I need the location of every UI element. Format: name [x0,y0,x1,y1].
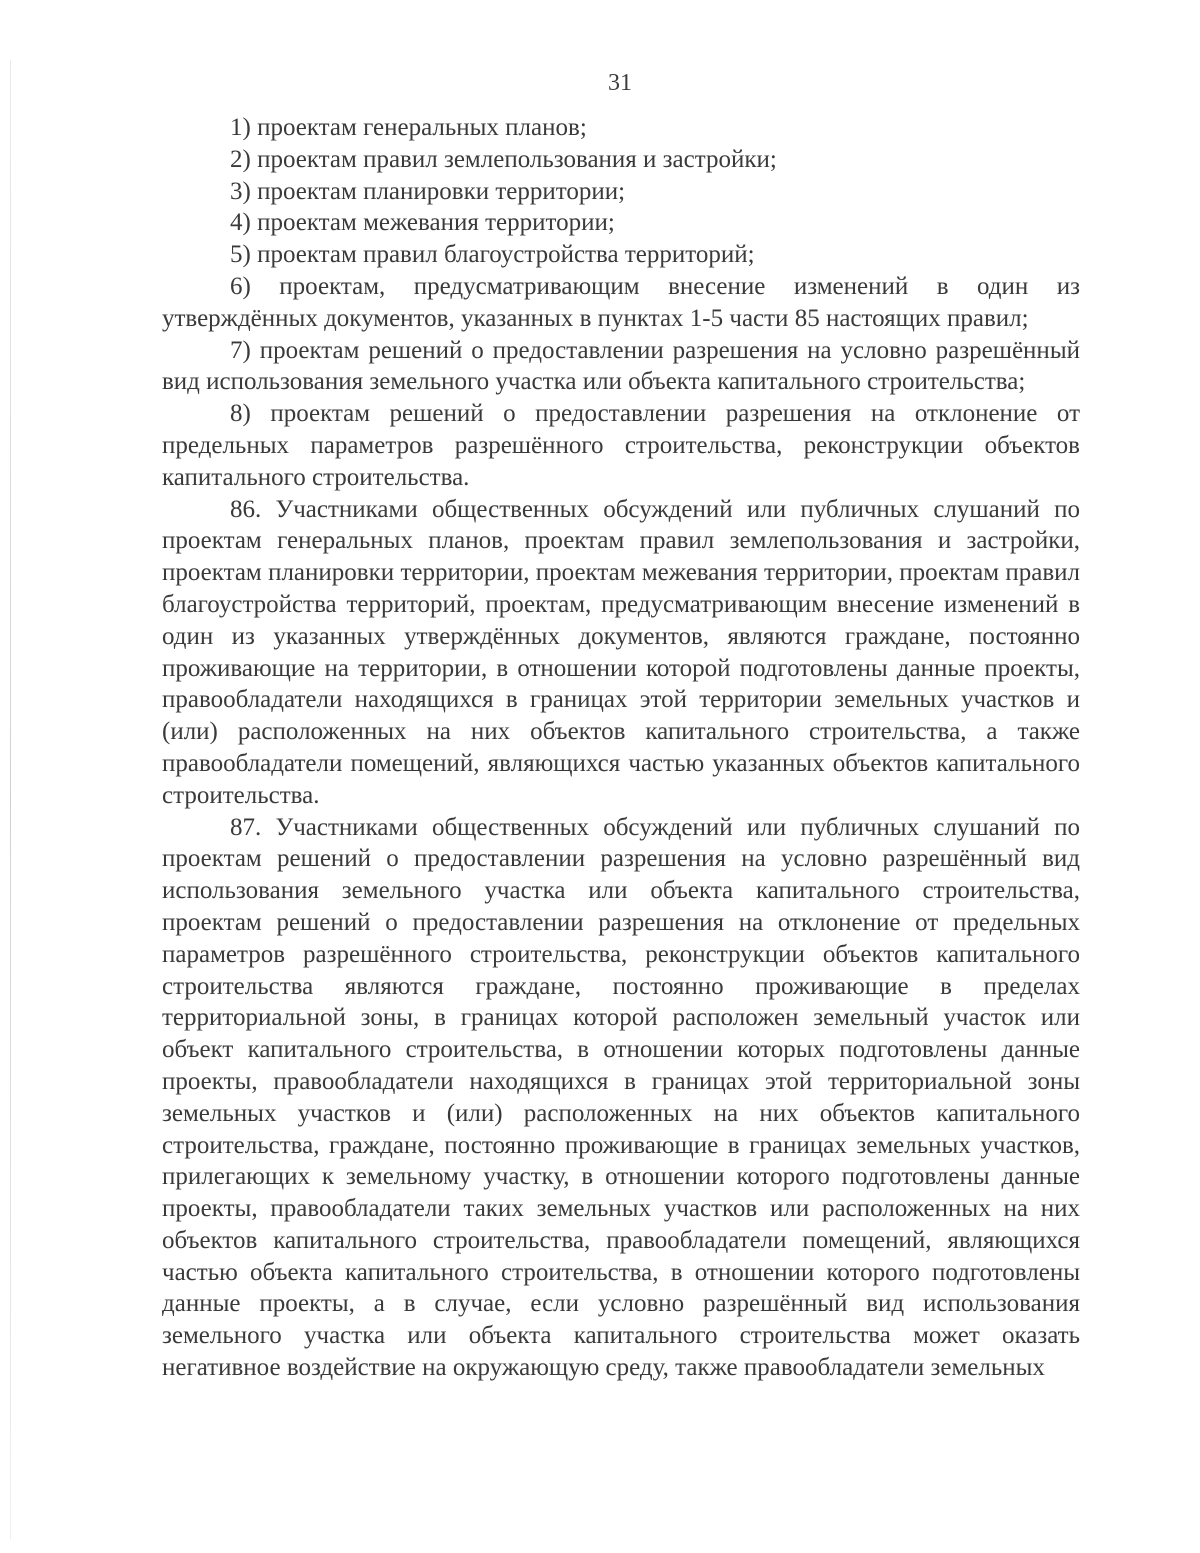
paragraph-86: 86. Участниками общественных обсуждений или публичных слушаний по проектам генеральных планов, проектам правил землепользования и застройки, проектам планировки территории, проектам межевания территории, проектам правил благоустройства территорий, проектам, предусматривающим внесение изменений в один из указанных утверждённых документов, являются граждане, постоянно проживающие на территории, в отношении которой подготовлены данные проекты, правообладатели находящихся в границах этой территории земельных участков и (или) расположенных на них объектов капитального строительства, а также правообладатели помещений, являющихся частью указанных объектов капитального строительства. [162,495,1080,809]
page-number: 31 [608,70,632,96]
paragraph-87: 87. Участниками общественных обсуждений или публичных слушаний по проектам решений о предоставлении разрешения на условно разрешённый вид использования земельного участка или объекта капитального строительства, проектам решений о предоставлении разрешения на отклонение от предельных параметров разрешённого строительства, реконструкции объектов капитального строительства являются граждане, постоянно проживающие в пределах территориальной зоны, в границах которой расположен земельный участок или объект капитального строительства, в отношении которых подготовлены данные проекты, правообладатели находящихся в границах этой территориальной зоны земельных участков и (или) расположенных на них объектов капитального строительства, граждане, постоянно проживающие в границах земельных участков, прилегающих к земельному участку, в отношении которого подготовлены данные проекты, правообладатели таких земельных участков или расположенных на них объектов капитального строительства, правообладатели помещений, являющихся частью объекта капитального строительства, в отношении которого подготовлены данные проекты, а в случае, если условно разрешённый вид использования земельного участка или объекта капитального строительства может оказать негативное воздействие на окружающую среду, также правообладатели земельных [162,813,1080,1382]
paragraph-item-6: 6) проектам, предусматривающим внесение изменений в один из утверждённых документов, указанных в пунктах 1-5 части 85 настоящих правил; [162,272,1080,332]
list-item: 2) проектам правил землепользования и застройки; [230,145,777,173]
list-item: 3) проектам планировки территории; [230,177,626,205]
scan-edge-shadow [10,60,11,1540]
document-body [162,112,1080,1384]
paragraph-item-8: 8) проектам решений о предоставлении разрешения на отклонение от предельных параметров разрешённого строительства, реконструкции объектов капитального строительства. [162,400,1080,491]
list-item: 5) проектам правил благоустройства территорий; [230,241,755,269]
list-item: 1) проектам генеральных планов; [230,114,587,141]
paragraph-item-7: 7) проектам решений о предоставлении разрешения на условно разрешённый вид использования земельного участка или объекта капитального строительства; [162,336,1080,396]
list-item: 4) проектам межевания территории; [230,209,615,237]
